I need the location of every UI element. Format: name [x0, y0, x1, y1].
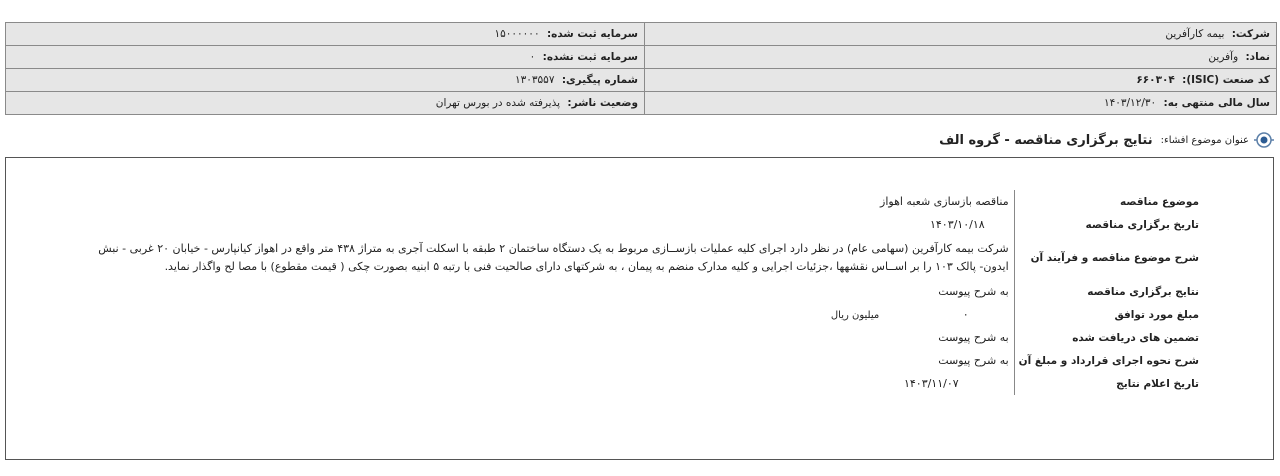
detail-row [98, 236, 1199, 280]
tender-topic-label: موضوع مناقصه [1014, 190, 1199, 213]
symbol-label: نماد: [1245, 51, 1270, 63]
tender-description-line: شرکت بیمه کارآفرین (سهامی عام) در نظر دارد اجرای کلیه عملیات بازســازی مربوط به یک دستگاه ساختمان ۲ طبقه با اسکلت آجری به متراژ ۴۳۸ متر واقع در اهواز کیانپارس - خیابان ۲۰ غربی - نبش [98, 242, 1009, 255]
subject-title: نتایج برگزاری مناقصه - گروه الف [939, 132, 1153, 148]
tender-description-value [98, 236, 1014, 280]
announcement-date-label: تاریخ اعلام نتایج [1014, 372, 1199, 395]
publisher-status-label: وضعیت ناشر: [567, 97, 638, 109]
detail-row [98, 303, 1199, 326]
fiscal-year-label: سال مالی منتهی به: [1163, 97, 1270, 109]
unregistered-capital-value: ۰ [529, 51, 536, 63]
tracking-label: شماره پیگیری: [561, 74, 638, 86]
symbol-value: وآفرین [1208, 51, 1239, 63]
guarantees-label: تضمین های دریافت شده [1014, 326, 1199, 349]
contract-execution-value: به شرح پیوست [938, 354, 1009, 367]
isic-cell [645, 69, 1277, 92]
symbol-cell [645, 46, 1277, 69]
publisher-status-cell [6, 92, 645, 115]
company-info-table [5, 22, 1277, 115]
detail-row [98, 213, 1199, 236]
tender-description-line: ایدون- پالک ۱۰۳ را بر اســاس نقشهها ،جزئیات اجرایی و کلیه مدارک منضم به پیمان ، به شرکتهای دارای صالحیت فنی با رتبه ۵ ابنیه بصورت چکی ( قیمت مقطوع) با مصا لح واگذار نماید. [164, 260, 1009, 273]
unregistered-capital-cell [6, 46, 645, 69]
subject-label: عنوان موضوع افشاء: [1160, 134, 1249, 146]
detail-row [98, 349, 1199, 372]
agreed-amount-value: ۰ [962, 308, 969, 321]
detail-row [98, 280, 1199, 303]
announcement-date-text: ۱۴۰۳/۱۱/۰۷ [903, 377, 959, 390]
tender-date-text: ۱۴۰۳/۱۰/۱۸ [929, 218, 985, 231]
disclosure-subject [10, 130, 1274, 150]
tender-details-table [98, 190, 1199, 395]
tender-results-value: به شرح پیوست [938, 285, 1009, 298]
announcement-date-value [98, 372, 1014, 395]
info-row [6, 92, 1277, 115]
publisher-status-value: پذیرفته شده در بورس تهران [435, 97, 561, 109]
detail-row [98, 326, 1199, 349]
fiscal-year-value: ۱۴۰۳/۱۲/۳۰ [1103, 97, 1157, 109]
info-row [6, 23, 1277, 46]
tender-date-value [98, 213, 1014, 236]
company-value: بیمه کارآفرین [1165, 28, 1225, 40]
info-row [6, 46, 1277, 69]
tracking-value: ۱۳۰۳۵۵۷ [514, 74, 555, 86]
agreed-amount-cell [98, 303, 1014, 326]
agreed-amount-unit: میلیون ریال [830, 310, 880, 321]
registered-capital-value: ۱۵۰۰۰۰۰۰ [494, 28, 540, 40]
registered-capital-cell [6, 23, 645, 46]
isic-label: کد صنعت (ISIC): [1182, 74, 1270, 86]
info-row [6, 69, 1277, 92]
registered-capital-label: سرمایه ثبت شده: [546, 28, 638, 40]
isic-value: ۶۶۰۳۰۴ [1136, 74, 1175, 86]
company-label: شرکت: [1231, 28, 1270, 40]
company-cell [645, 23, 1277, 46]
tender-results-panel [5, 157, 1274, 460]
agreed-amount-label: مبلغ مورد توافق [1014, 303, 1199, 326]
tender-description-label: شرح موضوع مناقصه و فرآیند آن [1014, 236, 1199, 280]
tracking-cell [6, 69, 645, 92]
tender-topic-value: مناقصه بازسازی شعبه اهواز [880, 195, 1009, 208]
tender-results-label: نتایج برگزاری مناقصه [1014, 280, 1199, 303]
tender-date-label: تاریخ برگزاری مناقصه [1014, 213, 1199, 236]
unregistered-capital-label: سرمایه ثبت نشده: [542, 51, 638, 63]
guarantees-value: به شرح پیوست [938, 331, 1009, 344]
bullet-target-icon [1254, 130, 1274, 150]
contract-execution-label: شرح نحوه اجرای قرارداد و مبلغ آن [1014, 349, 1199, 372]
detail-row [98, 190, 1199, 213]
detail-row [98, 372, 1199, 395]
fiscal-year-cell [645, 92, 1277, 115]
